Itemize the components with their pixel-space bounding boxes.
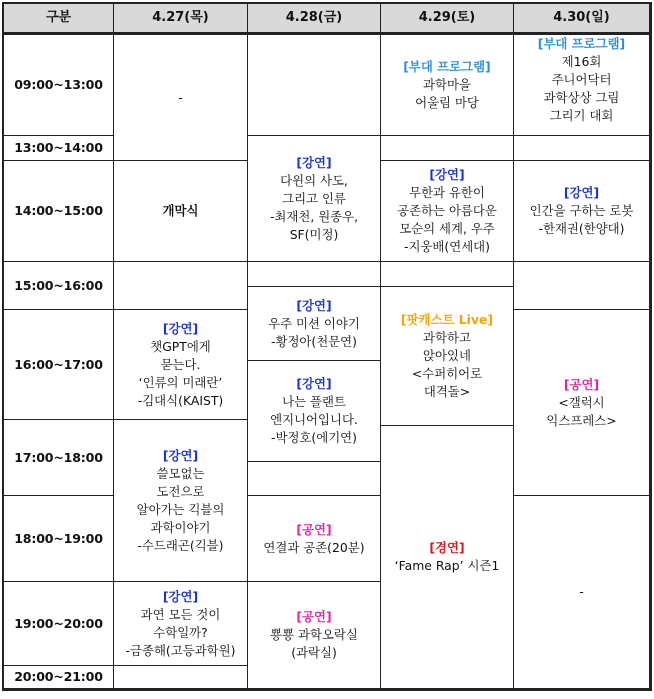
fri-lecture-1 [248,136,381,262]
sun-empty-slot [514,262,650,310]
sat-contest [381,426,514,689]
header-day-sun [514,4,650,33]
event-line: 공존하는 아름다운 [397,203,497,218]
time-slot [4,262,114,310]
header-day-thu [114,4,248,33]
sat-empty-slot [381,136,514,161]
time-slot [4,582,114,666]
time-slot [4,496,114,582]
event-line: SF(미정) [289,226,339,242]
time-label: 20:00~21:00 [14,669,103,684]
time-label: 18:00~19:00 [14,530,103,546]
event-line: 과학마을 [423,77,471,92]
performance-tag: [공연] [296,521,332,537]
time-label: 17:00~18:00 [14,449,103,465]
event-line: -지웅배(연세대) [404,239,490,254]
fri-empty-slot [248,462,381,496]
event-line: 그리기 대회 [549,108,614,123]
header-day-label: 4.27(목) [152,10,209,25]
header-divider [2,33,652,35]
event-line: 챗GPT에게 [150,338,211,354]
event-line: -박정호(에기연) [271,430,357,445]
event-line: 뿅뿅 과학오락실 [270,627,358,642]
event-line: -금종해(고등과학원) [125,642,236,658]
event-line: 나는 플랜트 [282,394,346,409]
header-day-label: 4.28(금) [285,10,343,25]
thu-lecture-1 [114,310,248,420]
event-title: 개막식 [162,203,199,218]
event-line: 쓸모없는 [156,465,205,481]
sun-performance [514,310,650,496]
time-slot [4,310,114,420]
time-label: 19:00~20:00 [14,615,103,631]
lecture-tag: [강연] [296,376,332,391]
time-label: 09:00~13:00 [14,77,103,92]
lecture-tag: [강연] [429,167,465,182]
event-line: 제16회 [561,54,602,69]
header-day-label: 4.29(토) [418,10,476,25]
sat-side-program [381,35,514,136]
header-day-fri [248,4,381,33]
table-border-right [650,2,652,691]
thu-lecture-3 [114,582,248,666]
performance-tag: [공연] [296,609,332,624]
header-category-label: 구분 [45,10,72,25]
fri-empty-slot [248,35,381,136]
event-line: <갤럭시 [558,394,605,410]
sun-side-program [514,35,650,136]
lecture-tag: [강연] [162,588,199,604]
event-line: ‘Fame Rap’ 시즌1 [394,558,500,573]
event-line: 다윈의 사도, [280,172,348,188]
time-label: 13:00~14:00 [14,140,103,155]
event-line: -한재권(한양대) [538,221,625,236]
event-line: 과연 모든 것이 [140,606,221,622]
podcast-tag: [팟캐스트 Live] [400,312,494,327]
performance-tag: [공연] [563,376,600,392]
sun-evening-empty [514,496,650,689]
header-day-sat [381,4,514,33]
event-line: 도전으로 [156,483,205,499]
time-label: 15:00~16:00 [14,277,103,293]
event-line: -황정아(천문연) [271,333,357,349]
side-program-tag: [부대 프로그램] [403,59,491,74]
empty-dash: - [178,89,183,105]
thu-empty-slot [114,666,248,689]
lecture-tag: [강연] [162,447,199,463]
time-label: 16:00~17:00 [14,356,103,372]
event-line: 무한과 유한이 [409,185,485,200]
event-line: 과학상상 그림 [543,90,620,105]
lecture-tag: [강연] [296,297,332,313]
time-slot [4,136,114,161]
fri-performance-1 [248,496,381,582]
thu-lecture-2 [114,420,248,582]
lecture-tag: [강연] [296,154,332,170]
table-border-left [2,2,4,691]
thu-morning-empty [114,35,248,161]
event-line: 대격돌> [423,384,471,399]
event-line: 과학이야기 [150,519,211,535]
event-line: <수퍼히어로 [411,366,483,381]
event-line: 모순의 세계, 우주 [399,221,495,236]
event-line: 익스프레스> [546,412,617,428]
event-line: -최재천, 원종우, [269,208,359,224]
sat-podcast-live [381,287,514,426]
event-line: (과락실) [291,645,337,660]
thu-opening-ceremony [114,161,248,262]
event-line: 과학하고 [423,330,471,345]
time-slot [4,161,114,262]
time-slot [4,666,114,689]
event-line: 주니어닥터 [551,72,612,87]
sun-empty-slot [514,136,650,161]
event-line: ‘인류의 미래란’ [138,374,223,390]
event-line: 어울림 마당 [415,95,479,110]
table-border-bottom [2,689,652,691]
fri-lecture-3 [248,361,381,462]
event-line: -김대식(KAIST) [137,392,224,408]
event-line: 우주 미션 이야기 [268,315,360,331]
empty-dash: - [579,584,584,599]
event-line: -수드래곤(긱블) [137,537,224,553]
lecture-tag: [강연] [162,320,199,336]
fri-lecture-2 [248,287,381,361]
contest-tag: [경연] [429,540,465,555]
time-slot [4,420,114,496]
header-day-label: 4.30(일) [553,10,610,25]
event-line: 알아가는 긱블의 [136,501,225,517]
sat-empty-slot [381,262,514,287]
lecture-tag: [강연] [563,185,600,200]
sat-lecture [381,161,514,262]
event-line: 그리고 인류 [282,190,346,206]
event-line: 인간을 구하는 로봇 [529,203,634,218]
fri-performance-2 [248,582,381,689]
event-line: 묻는다. [160,356,201,372]
sun-lecture [514,161,650,262]
fri-empty-slot [248,262,381,287]
table-border-top [2,2,652,4]
event-line: 엔지니어입니다. [270,412,358,427]
event-line: 앉아있네 [423,348,471,363]
event-line: 수학일까? [153,624,208,640]
side-program-tag: [부대 프로그램] [537,36,626,51]
thu-empty-slot [114,262,248,310]
time-label: 14:00~15:00 [14,203,103,218]
time-slot [4,35,114,136]
event-line: 연결과 공존(20분) [263,539,365,555]
header-category [4,4,114,33]
